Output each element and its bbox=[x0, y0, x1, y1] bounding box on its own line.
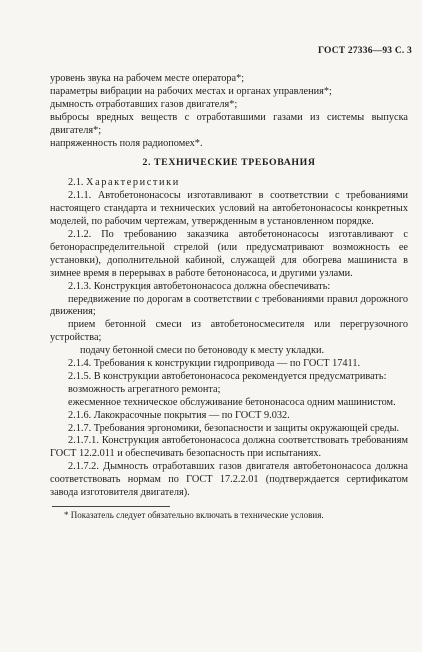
intro-item: напряженность поля радиопомех*. bbox=[50, 137, 203, 149]
list-item: прием бетонной смеси из автобетоносмесителя или перегрузочного устройства; bbox=[50, 319, 408, 344]
paragraph-2-1-1: 2.1.1. Автобетононасосы изготавливают в соответствии с требованиями настоящего стандарта и технических условий на автобетононасосы конкретных моделей, по рабочим чертежам, утвержденным в установленном порядке. bbox=[50, 190, 408, 228]
footnote-divider bbox=[52, 506, 170, 507]
document-body bbox=[50, 73, 408, 521]
list-item: передвижение по дорогам в соответствии с требованиями правил дорожного движения; bbox=[50, 293, 408, 318]
subsection-number: 2.1. bbox=[68, 177, 84, 189]
paragraph-2-1-7: 2.1.7. Требования эргономики, безопасности и защиты окружающей среды. bbox=[68, 422, 400, 434]
subsection-heading bbox=[50, 177, 408, 190]
paragraph-2-1-3: 2.1.3. Конструкция автобетононасоса должна обеспечивать: bbox=[68, 280, 331, 292]
section-heading: 2. ТЕХНИЧЕСКИЕ ТРЕБОВАНИЯ bbox=[142, 157, 316, 169]
footnote: * Показатель следует обязательно включать в технические условия. bbox=[64, 510, 324, 520]
list-item: возможность агрегатного ремонта; bbox=[68, 383, 221, 395]
intro-item: выбросы вредных веществ с отработавшими газами из системы выпуска двигателя*; bbox=[50, 111, 408, 136]
paragraph-2-1-5: 2.1.5. В конструкции автобетононасоса рекомендуется предусматривать: bbox=[68, 370, 387, 382]
paragraph-2-1-7-2: 2.1.7.2. Дымность отработавших газов двигателя автобетононасоса должна соответствовать нормам по ГОСТ 17.2.2.01 (подтверждается сертификатом завода изготовителя двигателя). bbox=[50, 461, 408, 499]
subsection-title: Характеристики bbox=[86, 177, 180, 189]
paragraph-2-1-2: 2.1.2. По требованию заказчика автобетононасосы изготавливают с бетонораспределительной стрелой (или предусматривают возможность ее установки), дополнительной кабиной, служащей для обогрева машиниста в зимнее время в перерывах в работе бетононасоса, и другими узлами. bbox=[50, 228, 408, 279]
page-header: ГОСТ 27336—93 С. 3 bbox=[318, 46, 412, 56]
intro-item: уровень звука на рабочем месте оператора*; bbox=[50, 73, 245, 84]
list-item: подачу бетонной смеси по бетоноводу к месту укладки. bbox=[80, 345, 325, 357]
paragraph-2-1-6: 2.1.6. Лакокрасочные покрытия — по ГОСТ 9.032. bbox=[68, 409, 290, 421]
intro-item: параметры вибрации на рабочих местах и органах управления*; bbox=[50, 85, 332, 97]
intro-item: дымность отработавших газов двигателя*; bbox=[50, 98, 238, 110]
paragraph-2-1-7-1: 2.1.7.1. Конструкция автобетононасоса должна соответствовать требованиям ГОСТ 12.2.011 и обеспечивать безопасность при испытаниях. bbox=[50, 435, 408, 460]
list-item: ежесменное техническое обслуживание бетононасоса одним машинистом. bbox=[68, 396, 396, 408]
paragraph-2-1-4: 2.1.4. Требования к конструкции гидропривода — по ГОСТ 17411. bbox=[68, 358, 361, 370]
